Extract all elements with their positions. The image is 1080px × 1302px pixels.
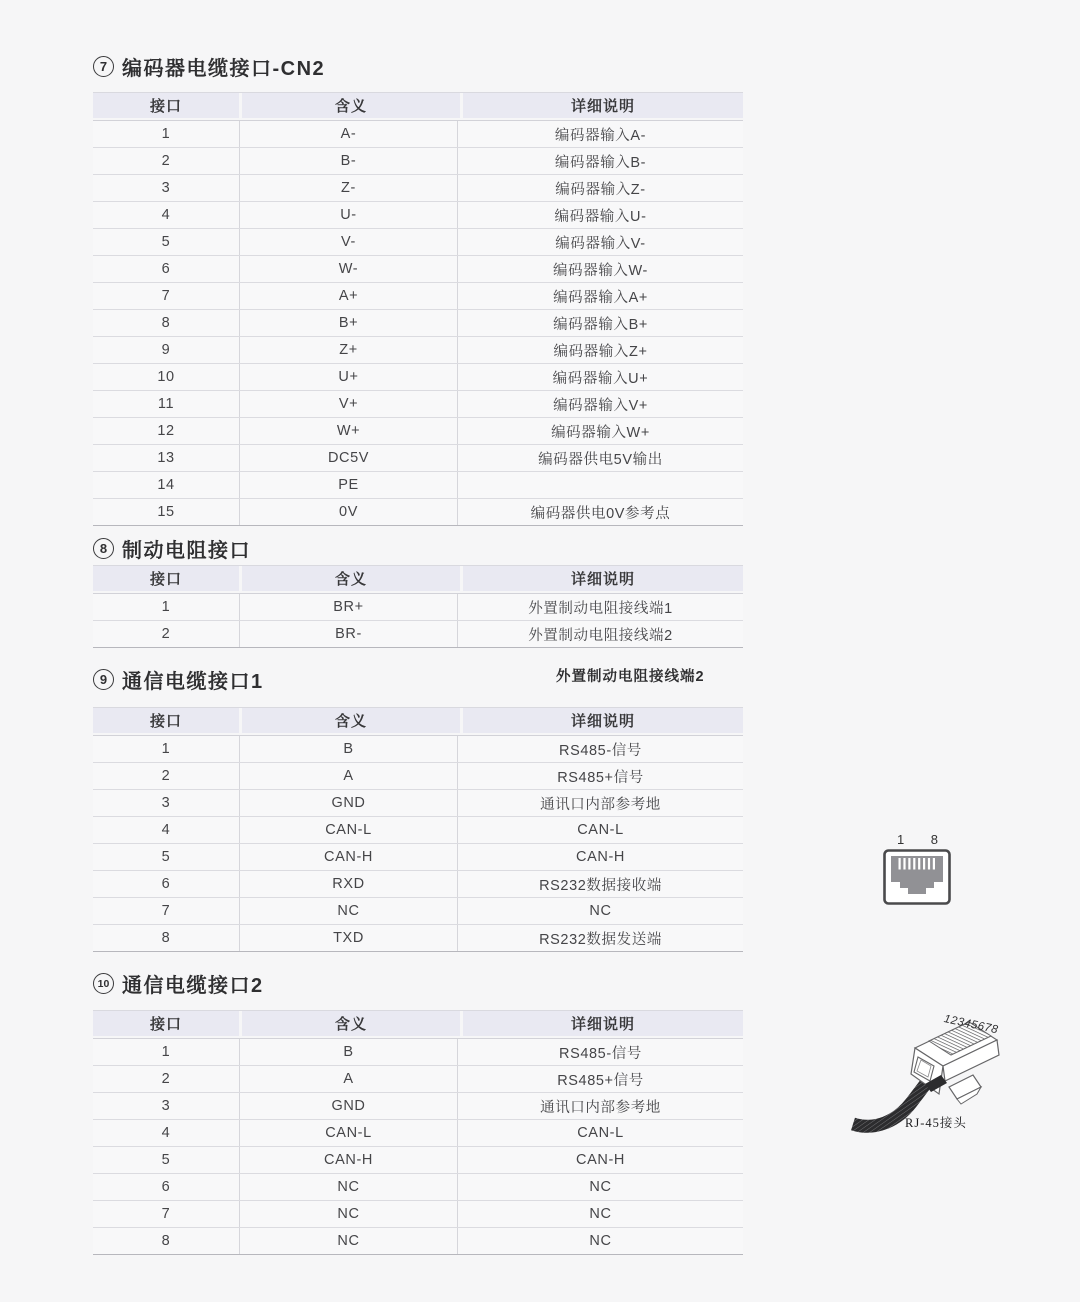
col-header-pin: 接口 (93, 708, 239, 733)
cell-description: NC (457, 1201, 743, 1227)
table-body (93, 1038, 743, 1255)
cell-description: RS232数据发送端 (457, 925, 743, 951)
col-header-meaning: 含义 (242, 93, 460, 118)
table-header-row (93, 707, 743, 733)
table-row (93, 925, 743, 951)
rj45-socket-figure (883, 832, 951, 905)
table-row (93, 148, 743, 175)
cell-description: 编码器输入Z+ (457, 337, 743, 363)
cell-pin: 12 (157, 423, 175, 439)
table-row (93, 594, 743, 621)
col-header-pin: 接口 (93, 566, 239, 591)
cell-meaning: B (239, 1039, 457, 1065)
cell-description: 编码器供电0V参考点 (457, 499, 743, 525)
cell-meaning: 0V (239, 499, 457, 525)
cell-pin: 6 (161, 876, 171, 892)
cell-description: 编码器输入A- (457, 121, 743, 147)
cell-description: NC (457, 1228, 743, 1254)
table-row (93, 1201, 743, 1228)
cell-pin: 1 (161, 126, 171, 142)
brake-resistor-table (93, 565, 743, 648)
cell-description: 外置制动电阻接线端2 (457, 621, 743, 647)
cell-meaning: V- (239, 229, 457, 255)
cell-meaning: CAN-H (239, 844, 457, 870)
col-header-pin: 接口 (93, 1011, 239, 1036)
cell-meaning: A- (239, 121, 457, 147)
table-row (93, 418, 743, 445)
cell-meaning: CAN-H (239, 1147, 457, 1173)
table-row (93, 1120, 743, 1147)
cell-description: 编码器输入U+ (457, 364, 743, 390)
table-row (93, 1039, 743, 1066)
cell-meaning: CAN-L (239, 817, 457, 843)
section-8-title-text: 制动电阻接口 (122, 540, 251, 562)
cell-description: 编码器输入W- (457, 256, 743, 282)
cell-description: CAN-H (457, 844, 743, 870)
table-row (93, 202, 743, 229)
brake-resistor-side-note: 外置制动电阻接线端2 (556, 669, 705, 685)
socket-pin1-label: 1 (897, 832, 905, 847)
plug-pins-label: 12345678 (942, 1013, 1000, 1037)
cell-pin: 6 (161, 1179, 171, 1195)
cell-meaning: A+ (239, 283, 457, 309)
cell-pin: 5 (161, 849, 171, 865)
col-header-description: 详细说明 (463, 93, 743, 118)
table-row (93, 391, 743, 418)
socket-pin8-label: 8 (930, 832, 938, 847)
table-row (93, 337, 743, 364)
plug-caption: RJ-45接头 (905, 1116, 967, 1130)
section-10-title (93, 969, 264, 998)
table-body (93, 735, 743, 952)
cell-description: 通讯口内部参考地 (457, 1093, 743, 1119)
cell-meaning: Z+ (239, 337, 457, 363)
comm-cable-2-table (93, 1010, 743, 1255)
table-row (93, 1228, 743, 1254)
section-7-number-badge: 7 (93, 56, 114, 77)
cell-pin: 7 (161, 903, 171, 919)
section-7-title (93, 52, 325, 81)
cell-meaning: B+ (239, 310, 457, 336)
table-row (93, 817, 743, 844)
col-header-description: 详细说明 (463, 708, 743, 733)
cell-pin: 8 (161, 1233, 171, 1249)
cell-pin: 15 (157, 504, 175, 520)
section-9-title-text: 通信电缆接口1 (122, 671, 264, 693)
table-row (93, 871, 743, 898)
section-8-number-badge: 8 (93, 538, 114, 559)
cell-pin: 5 (161, 234, 171, 250)
cell-meaning: A (239, 763, 457, 789)
cell-description (457, 472, 743, 498)
cell-meaning: GND (239, 790, 457, 816)
section-10-title-text: 通信电缆接口2 (122, 975, 264, 997)
table-row (93, 621, 743, 647)
encoder-cable-table (93, 92, 743, 526)
cell-pin: 7 (161, 288, 171, 304)
table-header-row (93, 92, 743, 118)
cell-description: RS485+信号 (457, 1066, 743, 1092)
col-header-meaning: 含义 (242, 1011, 460, 1036)
table-body (93, 120, 743, 526)
table-row (93, 844, 743, 871)
cell-description: RS485-信号 (457, 736, 743, 762)
cell-pin: 2 (161, 1071, 171, 1087)
cell-pin: 13 (157, 450, 175, 466)
table-row (93, 445, 743, 472)
col-header-description: 详细说明 (463, 1011, 743, 1036)
cell-pin: 4 (161, 822, 171, 838)
cell-meaning: BR+ (239, 594, 457, 620)
cell-description: 编码器供电5V输出 (457, 445, 743, 471)
cell-pin: 1 (161, 599, 171, 615)
cell-pin: 2 (161, 626, 171, 642)
section-9-number-badge: 9 (93, 669, 114, 690)
table-header-row (93, 1010, 743, 1036)
col-header-pin: 接口 (93, 93, 239, 118)
cell-description: 编码器输入Z- (457, 175, 743, 201)
table-row (93, 364, 743, 391)
section-7-title-text: 编码器电缆接口-CN2 (122, 58, 326, 80)
cell-meaning: W+ (239, 418, 457, 444)
cell-description: RS232数据接收端 (457, 871, 743, 897)
cell-pin: 4 (161, 1125, 171, 1141)
cell-description: NC (457, 898, 743, 924)
cell-description: CAN-L (457, 817, 743, 843)
cell-description: RS485+信号 (457, 763, 743, 789)
cell-meaning: U+ (239, 364, 457, 390)
cell-pin: 4 (161, 207, 171, 223)
cell-pin: 14 (157, 477, 175, 493)
table-row (93, 229, 743, 256)
table-row (93, 763, 743, 790)
cell-description: 外置制动电阻接线端1 (457, 594, 743, 620)
cell-pin: 1 (161, 741, 171, 757)
table-row (93, 472, 743, 499)
cell-pin: 6 (161, 261, 171, 277)
cell-meaning: BR- (239, 621, 457, 647)
table-row (93, 1066, 743, 1093)
cell-meaning: Z- (239, 175, 457, 201)
cell-meaning: NC (239, 1174, 457, 1200)
cell-description: CAN-H (457, 1147, 743, 1173)
table-row (93, 499, 743, 525)
cell-description: 编码器输入A+ (457, 283, 743, 309)
cell-description: 编码器输入W+ (457, 418, 743, 444)
table-row (93, 898, 743, 925)
section-8-title (93, 534, 251, 563)
cell-pin: 2 (161, 153, 171, 169)
section-10-number-badge: 10 (93, 973, 114, 994)
cell-meaning: NC (239, 898, 457, 924)
socket-pin-labels (883, 832, 951, 849)
cell-description: NC (457, 1174, 743, 1200)
table-row (93, 790, 743, 817)
cell-description: 编码器输入V+ (457, 391, 743, 417)
cell-pin: 8 (161, 930, 171, 946)
cell-pin: 3 (161, 1098, 171, 1114)
cell-pin: 10 (157, 369, 175, 385)
cell-pin: 7 (161, 1206, 171, 1222)
cell-description: 编码器输入U- (457, 202, 743, 228)
cell-description: 通讯口内部参考地 (457, 790, 743, 816)
section-9-title (93, 665, 264, 694)
cell-pin: 5 (161, 1152, 171, 1168)
cell-description: 编码器输入B+ (457, 310, 743, 336)
cell-meaning: B (239, 736, 457, 762)
col-header-description: 详细说明 (463, 566, 743, 591)
table-row (93, 736, 743, 763)
cell-meaning: A (239, 1066, 457, 1092)
cell-meaning: B- (239, 148, 457, 174)
table-row (93, 121, 743, 148)
cell-meaning: DC5V (239, 445, 457, 471)
col-header-meaning: 含义 (242, 566, 460, 591)
table-row (93, 1147, 743, 1174)
cell-description: 编码器输入B- (457, 148, 743, 174)
cell-meaning: RXD (239, 871, 457, 897)
cell-description: CAN-L (457, 1120, 743, 1146)
table-row (93, 1093, 743, 1120)
cell-description: 编码器输入V- (457, 229, 743, 255)
cell-pin: 2 (161, 768, 171, 784)
table-row (93, 283, 743, 310)
cell-meaning: PE (239, 472, 457, 498)
cell-meaning: CAN-L (239, 1120, 457, 1146)
table-row (93, 310, 743, 337)
cell-pin: 3 (161, 180, 171, 196)
cell-meaning: W- (239, 256, 457, 282)
cell-pin: 11 (157, 396, 175, 412)
table-row (93, 256, 743, 283)
cell-pin: 3 (161, 795, 171, 811)
cell-meaning: NC (239, 1228, 457, 1254)
cell-pin: 9 (161, 342, 171, 358)
cell-meaning: U- (239, 202, 457, 228)
comm-cable-1-table (93, 707, 743, 952)
cell-pin: 1 (161, 1044, 171, 1060)
rj45-plug-figure (845, 1000, 1015, 1145)
col-header-meaning: 含义 (242, 708, 460, 733)
cell-meaning: V+ (239, 391, 457, 417)
cell-meaning: GND (239, 1093, 457, 1119)
table-row (93, 1174, 743, 1201)
cell-pin: 8 (161, 315, 171, 331)
table-body (93, 593, 743, 648)
cell-description: RS485-信号 (457, 1039, 743, 1065)
table-row (93, 175, 743, 202)
table-header-row (93, 565, 743, 591)
cell-meaning: TXD (239, 925, 457, 951)
rj45-socket-icon (883, 849, 951, 905)
cell-meaning: NC (239, 1201, 457, 1227)
